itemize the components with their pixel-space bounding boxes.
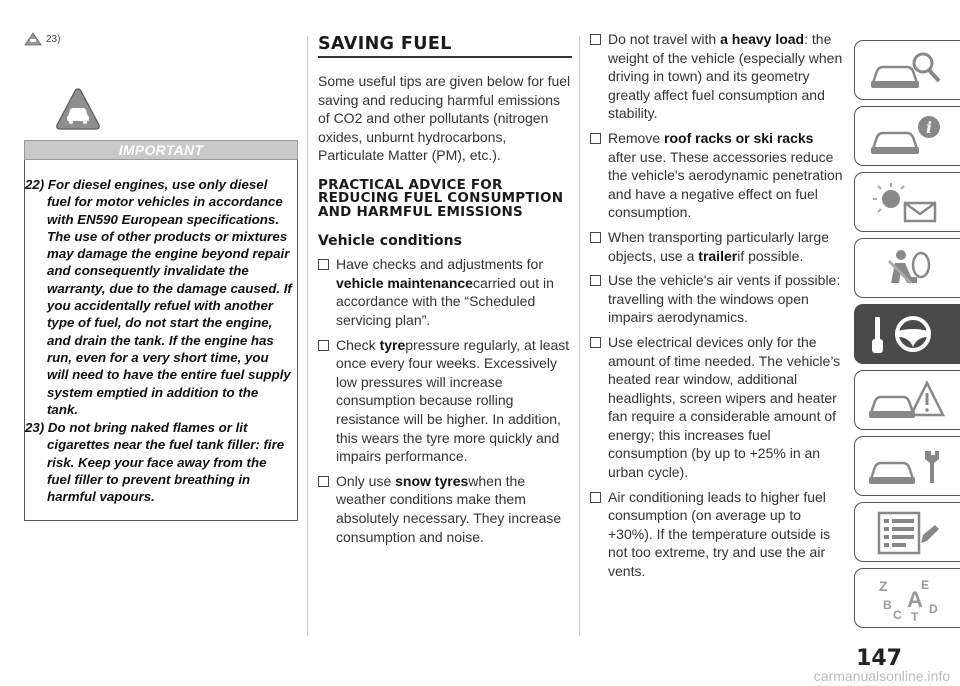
bullet-text: carried out in accordance with the “Scheduled servicing plan”. (336, 274, 554, 329)
index-alphabet-icon (865, 573, 951, 623)
important-box (24, 160, 298, 521)
bullet-emphasis: vehicle maintenance (336, 274, 473, 291)
car-emergency-icon (865, 375, 951, 425)
note-22: 22) For diesel engines, use only diesel fuel for motor vehicles in accordance with EN590 European specifications. The use of other products or mixtures may damage the engine beyond repair and consequently invalidate the warranty, due to the damage caused. If you accidentally refuel with another type of fuel, do not start the engine, and drain the tank. If the engine has run, even for a very short time, you will need to have the entire fuel supply system emptied in addition to the tank. (25, 177, 292, 417)
important-notes-column (24, 30, 298, 521)
reference-number: 23) (46, 33, 61, 45)
note-23: 23) Do not bring naked flames or lit cigarettes near the fuel tank filler: fire risk. Keep your face away from the fuel filler to prevent breathing in harmful vapours. (25, 420, 285, 505)
bullet-text: Have checks and adjustments for (336, 256, 543, 273)
tips-column (590, 30, 844, 587)
section-title: SAVING FUEL (318, 34, 572, 58)
bullet-text: after use. These accessories reduce the vehicle's aerodynamic penetration and have a negative effect on fuel consumption. (608, 148, 843, 221)
tab-in-an-emergency[interactable] (854, 370, 960, 430)
key-steering-wheel-icon (865, 309, 951, 359)
svg-text:i: i (925, 118, 932, 137)
checkbox-bullet-icon (590, 34, 601, 45)
bullet-text: Use electrical devices only for the amount of time needed. The vehicle’s heated rear window, additional headlights, screen wipers and heater fan require a considerable amount of energy; this increases fuel consumption (by up to +25% in an urban cycle). (608, 333, 841, 481)
car-maintenance-icon (865, 441, 951, 491)
advice-title: PRACTICAL ADVICE FOR REDUCING FUEL CONSUMPTION AND HARMFUL EMISSIONS (318, 176, 564, 220)
bullet-text: Only use (336, 472, 396, 489)
list-item (590, 271, 844, 327)
svg-text:C: C (892, 608, 902, 622)
important-title: IMPORTANT (118, 142, 204, 158)
warning-car-icon (54, 86, 102, 132)
bullet-text: if possible. (737, 247, 804, 264)
bullet-text: Air conditioning leads to higher fuel consumption (on average up to +30%). If the temperature outside is not too extreme, try and use the air vents. (608, 488, 831, 580)
tab-safety[interactable] (854, 238, 960, 298)
bullet-emphasis: snow tyres (395, 472, 469, 489)
chapter-tabs (854, 40, 960, 634)
vehicle-conditions-list (318, 255, 572, 546)
checkbox-bullet-icon (318, 476, 329, 487)
checkbox-bullet-icon (590, 275, 601, 286)
list-item (590, 30, 844, 123)
car-info-icon (865, 111, 951, 161)
checkbox-bullet-icon (590, 133, 601, 144)
car-search-icon (865, 45, 951, 95)
column-divider (307, 36, 308, 636)
column-divider (579, 36, 580, 636)
svg-text:Z: Z (878, 578, 888, 594)
bullet-text: when the weather conditions make them absolutely necessary. They increase consumption and noise. (336, 472, 562, 545)
intro-paragraph: Some useful tips are given below for fuel saving and reducing harmful emissions of CO2 and other pollutants (nitrogen oxides, unburnt hydrocarbons, Particulate Matter (PM), etc.). (318, 73, 571, 163)
list-item (590, 129, 844, 222)
warning-lights-icon (865, 177, 951, 227)
bullet-emphasis: tyre (379, 336, 406, 353)
list-item (318, 255, 572, 329)
bullet-emphasis: roof racks or ski racks (664, 129, 814, 146)
bullet-text: Do not travel with (608, 31, 721, 47)
checkbox-bullet-icon (318, 259, 329, 270)
checkbox-bullet-icon (590, 492, 601, 503)
checkbox-bullet-icon (590, 337, 601, 348)
page-number: 147 (856, 646, 902, 671)
tab-technical-data[interactable] (854, 502, 960, 562)
bullet-emphasis: trailer (698, 247, 738, 264)
tab-starting-driving[interactable] (854, 304, 960, 364)
svg-text:D: D (928, 602, 938, 616)
important-header (24, 140, 298, 160)
warning-reference (24, 30, 298, 48)
list-item (590, 333, 844, 482)
checkbox-bullet-icon (318, 340, 329, 351)
tab-index[interactable] (854, 568, 960, 628)
tab-getting-to-know[interactable] (854, 106, 960, 166)
svg-text:T: T (910, 610, 918, 623)
list-item (590, 488, 844, 581)
bullet-text: : the weight of the vehicle (especially when driving in town) and its geometry greatly affect fuel consumption and stability. (608, 31, 843, 122)
bullet-text: Use the vehicle's air vents if possible: travelling with the windows open impairs aerodynamics. (608, 272, 841, 326)
bullet-emphasis: a heavy load (720, 31, 805, 47)
saving-fuel-column (318, 34, 572, 552)
bullet-text: Check (336, 336, 380, 353)
tips-list (590, 30, 844, 581)
svg-text:E: E (920, 578, 929, 592)
list-item (318, 472, 572, 546)
list-item (318, 336, 572, 466)
tab-knowing-your-car[interactable] (854, 40, 960, 100)
bullet-text: pressure regularly, at least once every four weeks. Excessively low pressures will increase consumption because rolling resistance will be higher. In addition, this wears the tyre more quickly and impairs performance. (336, 336, 570, 465)
tab-servicing-care[interactable] (854, 436, 960, 496)
warning-triangle-icon (24, 32, 42, 46)
technical-data-icon (865, 507, 951, 557)
bullet-text: Remove (608, 129, 665, 146)
list-item (590, 228, 844, 265)
watermark: carmanualsonline.info (813, 668, 950, 684)
bullet-text: When transporting particularly large objects, use a (608, 228, 829, 264)
svg-text:A: A (906, 587, 923, 612)
checkbox-bullet-icon (590, 232, 601, 243)
vehicle-conditions-title: Vehicle conditions (318, 233, 462, 250)
safety-airbag-icon (865, 243, 951, 293)
tab-warning-lights[interactable] (854, 172, 960, 232)
svg-text:B: B (882, 598, 892, 612)
